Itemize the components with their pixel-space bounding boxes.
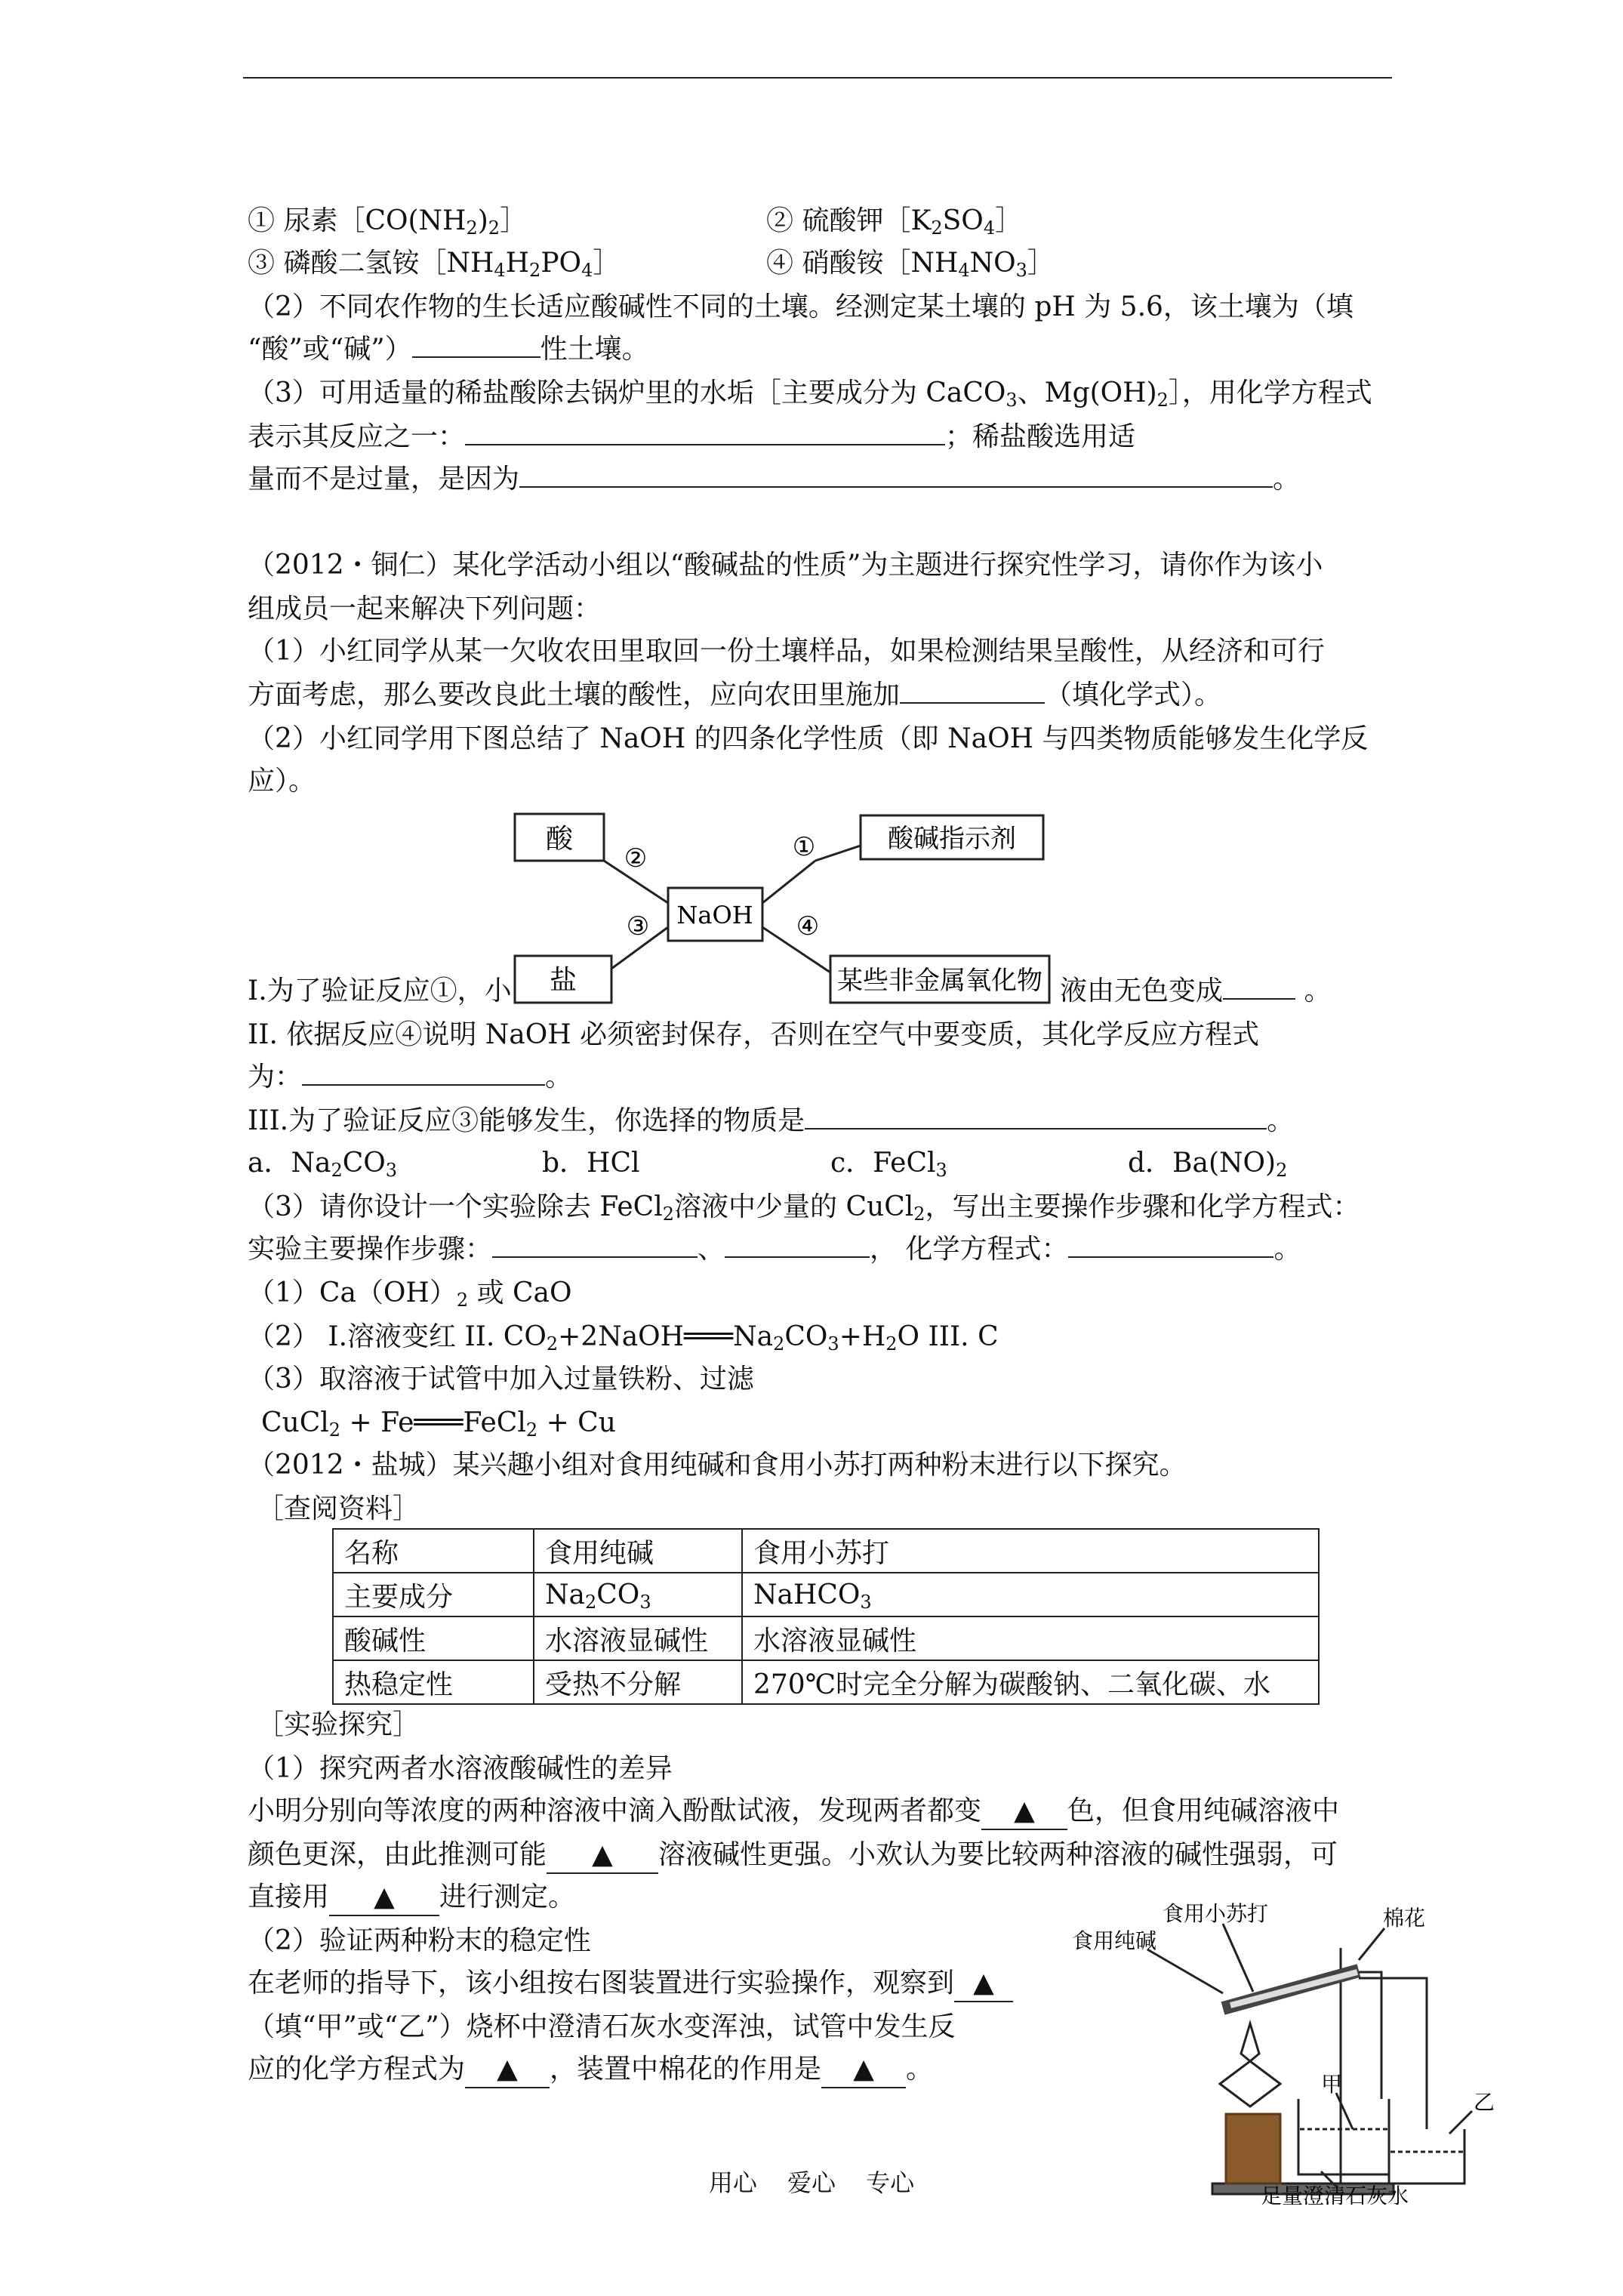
label-naoh: NaOH xyxy=(676,901,753,929)
answer-blank[interactable] xyxy=(519,462,1273,488)
table-cell: 水溶液显碱性 xyxy=(534,1616,742,1660)
outlet-tube-jia xyxy=(1359,1972,1381,2099)
answer-3: （3）取溶液于试管中加入过量铁粉、过滤 xyxy=(248,1364,754,1395)
choice-b: b．HCl xyxy=(542,1148,640,1179)
answer-blank[interactable] xyxy=(1068,1232,1273,1258)
table-cell: 270℃时完全分解为碳酸钠、二氧化碳、水 xyxy=(742,1660,1319,1704)
answer-blank[interactable]: ▲ xyxy=(547,1838,658,1874)
table-cell: 主要成分 xyxy=(333,1573,534,1616)
label-indicator: 酸碱指示剂 xyxy=(888,824,1016,854)
label-baking-soda: 食用小苏打 xyxy=(1163,1903,1269,1926)
choice-d: d．$Ba(NO)_2$ xyxy=(1128,1148,1288,1181)
tongren-q1-2: 方面考虑，那么要改良此土壤的酸性，应向农田里施加 （填化学式）。 xyxy=(248,680,1222,710)
reaction-2-marker: ② xyxy=(624,843,648,874)
experiment-q1-text-2: 颜色更深，由此推测可能 ▲ 溶液碱性更强。小欢认为要比较两种溶液的碱性强弱，可 xyxy=(248,1838,1338,1874)
answer-blank[interactable] xyxy=(805,1104,1267,1130)
label-jia: 甲 xyxy=(1321,2072,1343,2097)
reference-heading: ［查阅资料］ xyxy=(257,1493,420,1524)
experiment-q1-text: 小明分别向等浓度的两种溶液中滴入酚酞试液，发现两者都变 ▲ 色，但食用纯碱溶液中 xyxy=(248,1794,1339,1830)
yancheng-question: （2012・盐城）某兴趣小组对食用纯碱和食用小苏打两种粉末进行以下探究。 xyxy=(248,1450,1187,1481)
table-cell: 水溶液显碱性 xyxy=(742,1616,1319,1660)
label-limewater: 足量澄清石灰水 xyxy=(1261,2184,1409,2205)
reaction-4-marker: ④ xyxy=(796,911,820,942)
tongren-q2: （2）小红同学用下图总结了 NaOH 的四条化学性质（即 NaOH 与四类物质能够发生化学反 xyxy=(248,723,1369,754)
part-i-text-2: 液由无色变成 。 xyxy=(1060,975,1332,1006)
tongren-question-2: 组成员一起来解决下列问题： xyxy=(248,593,602,624)
table-cell: 食用小苏打 xyxy=(742,1529,1319,1573)
table-row xyxy=(333,1660,1319,1704)
outlet-tube-yi xyxy=(1359,1978,1427,2129)
tongren-q2-2: 应）。 xyxy=(248,766,316,797)
label-cotton: 棉花 xyxy=(1383,1906,1426,1931)
experiment-heading: ［实验探究］ xyxy=(257,1709,420,1740)
table-row xyxy=(333,1616,1319,1660)
label-yi: 乙 xyxy=(1474,2090,1495,2115)
header-rule xyxy=(243,77,1392,79)
alcohol-lamp xyxy=(1220,2061,1280,2106)
label-oxide: 某些非金属氧化物 xyxy=(837,966,1042,996)
answer-blank[interactable]: ▲ xyxy=(821,2052,906,2088)
tongren-q1: （1）小红同学从某一欠收农田里取回一份土壤样品，如果检测结果呈酸性，从经济和可行 xyxy=(248,636,1325,667)
part-i-text: I.为了验证反应①，小 xyxy=(248,975,512,1006)
label-salt: 盐 xyxy=(549,965,577,996)
table-cell: 酸碱性 xyxy=(333,1616,534,1660)
experiment-q2: （2）验证两种粉末的稳定性 xyxy=(248,1925,591,1956)
answer-1: $(1)Ca(OH)_2$ 或 CaO xyxy=(248,1277,572,1311)
option-k2so4: ② 硫酸钾$[K_2SO_4]$ xyxy=(766,205,1023,239)
table-cell: 食用纯碱 xyxy=(534,1529,742,1573)
part-iii-text: III.为了验证反应③能够发生，你选择的物质是 。 xyxy=(248,1105,1295,1136)
connector-indicator xyxy=(762,861,815,903)
part-ii-text-2: 为： 。 xyxy=(248,1062,573,1093)
answer-blank[interactable]: ▲ xyxy=(465,2052,550,2088)
experiment-q1-text-3: 直接用 ▲ 进行测定。 xyxy=(248,1880,575,1916)
table-cell: NaHCO$_3$ xyxy=(742,1573,1319,1616)
tongren-q3-2: 实验主要操作步骤： 、 ， 化学方程式： 。 xyxy=(248,1234,1301,1265)
answer-blank[interactable] xyxy=(900,678,1045,704)
page-footer: 用心 爱心 专心 xyxy=(708,2168,915,2197)
naoh-property-diagram xyxy=(513,806,1064,1010)
label-acid: 酸 xyxy=(545,824,574,855)
experiment-q2-text-3: 应的化学方程式为 ▲ ，装置中棉花的作用是 ▲ 。 xyxy=(248,2052,933,2088)
label-soda-ash: 食用纯碱 xyxy=(1072,1928,1157,1953)
option-nh4h2po4: ③ 磷酸二氢铵$[NH_4H_2PO_4]$ xyxy=(248,248,621,281)
q2-text-2: “酸”或“碱”） 性土壤。 xyxy=(248,334,649,365)
answer-blank[interactable] xyxy=(1223,974,1295,1000)
answer-blank[interactable]: ▲ xyxy=(954,1966,1013,2002)
answer-blank[interactable] xyxy=(412,332,540,358)
tongren-question: （2012・铜仁）某化学活动小组以“酸碱盐的性质”为主题进行探究性学习，请你作为该小 xyxy=(248,550,1323,581)
table-cell: $Na_2CO_3$ xyxy=(534,1573,742,1616)
q3-text-2: 表示其反应之一： ；稀盐酸选用适 xyxy=(248,421,1136,452)
experiment-q1: （1）探究两者水溶液酸碱性的差异 xyxy=(248,1753,673,1784)
q3-text: （3）可用适量的稀盐酸除去锅炉里的水垢［主要成分为 CaCO$_3$、$Mg(OH)_2]$，用化学方程式 xyxy=(248,378,1372,411)
answer-3-equation: CuCl$_2$ + Fe═══FeCl$_2$ + Cu xyxy=(261,1407,616,1441)
reaction-1-marker: ① xyxy=(792,832,816,862)
table-cell: 受热不分解 xyxy=(534,1660,742,1704)
experiment-q2-text-2: （填“甲”或“乙”）烧杯中澄清石灰水变浑浊，试管中发生反 xyxy=(248,2011,956,2042)
answer-blank[interactable] xyxy=(302,1060,545,1086)
choice-c: c．FeCl$_3$ xyxy=(830,1148,947,1181)
answer-2: （2） I.溶液变红 II. $CO_2+2NaOH═══Na_2CO_3+H_2O$ III. C xyxy=(248,1321,999,1354)
answer-blank[interactable]: ▲ xyxy=(981,1794,1067,1830)
table-row xyxy=(333,1573,1319,1616)
properties-table xyxy=(332,1528,1320,1705)
experiment-q2-text: 在老师的指导下，该小组按右图装置进行实验操作，观察到 ▲ xyxy=(248,1966,1013,2002)
option-nh4no3: ④ 硝酸铵$[NH_4NO_3]$ xyxy=(766,248,1055,281)
apparatus-illustration xyxy=(1072,1903,1495,2205)
q2-text: （2）不同农作物的生长适应酸碱性不同的土壤。经测定某土壤的 pH 为 5.6，该土壤为（填 xyxy=(248,291,1354,322)
answer-blank[interactable] xyxy=(492,1232,698,1258)
tongren-q3: （3）请你设计一个实验除去 FeCl$_2$溶液中少量的 CuCl$_2$，写出主要操作步骤和化学方程式： xyxy=(248,1191,1360,1225)
table-cell: 名称 xyxy=(333,1529,534,1573)
flame xyxy=(1241,2023,1259,2061)
table-row xyxy=(333,1529,1319,1573)
reaction-3-marker: ③ xyxy=(626,911,650,942)
q3-text-3: 量而不是过量，是因为 。 xyxy=(248,464,1301,495)
table-cell: 热稳定性 xyxy=(333,1660,534,1704)
answer-blank[interactable]: ▲ xyxy=(329,1880,439,1916)
part-ii-text: II. 依据反应④说明 NaOH 必须密封保存，否则在空气中要变质，其化学反应方程式 xyxy=(248,1019,1260,1050)
answer-blank[interactable] xyxy=(465,420,945,445)
answer-blank[interactable] xyxy=(725,1232,870,1258)
option-urea: ① 尿素$[CO(NH_2)_2]$ xyxy=(248,205,528,239)
choice-a: a．$Na_2CO_3$ xyxy=(248,1148,398,1181)
